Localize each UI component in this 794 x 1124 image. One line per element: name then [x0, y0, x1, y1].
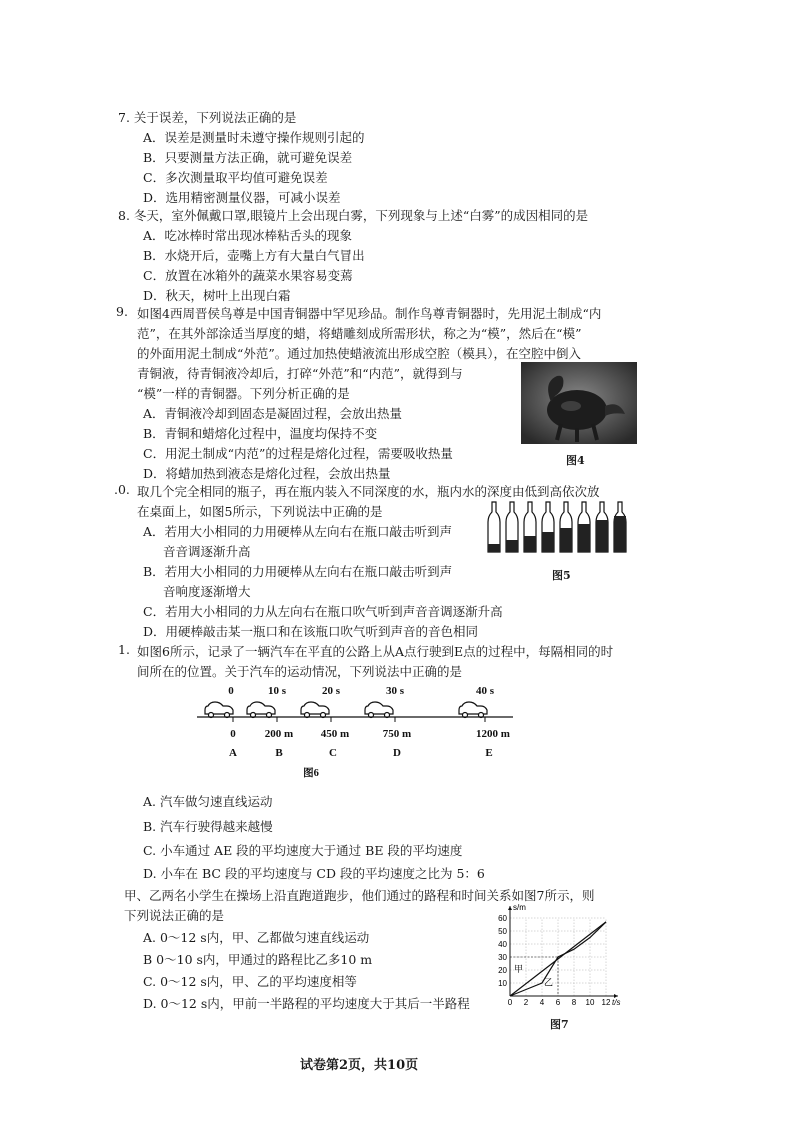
q7-option-b: B．只要测量方法正确，就可避免误差 — [143, 150, 353, 165]
distance-label: 0 — [230, 728, 236, 740]
point-label: A — [229, 747, 237, 759]
page-footer: 试卷第2页，共10页 — [300, 1058, 419, 1073]
y-tick-label: 20 — [498, 966, 507, 975]
figure-6-caption: 图6 — [303, 768, 319, 779]
q10-stem-line-1: 取几个完全相同的瓶子，再在瓶内装入不同深度的水，瓶内水的深度由低到高依次放 — [137, 484, 600, 499]
figure-4-caption: 图4 — [566, 454, 585, 467]
q12-option-a: A. 0～12 s内，甲、乙都做匀速直线运动 — [143, 930, 370, 945]
x-axis-label: t/s — [612, 998, 621, 1007]
y-axis-arrow — [508, 906, 512, 910]
y-tick-label: 10 — [498, 979, 507, 988]
x-tick-label: 8 — [571, 998, 577, 1007]
point-label: E — [485, 747, 493, 759]
q10-option-c: C．若用大小相同的力从左向右在瓶口吹气听到声音音调逐渐升高 — [143, 604, 503, 619]
series-label: 乙 — [544, 977, 554, 988]
x-tick-label: 4 — [539, 998, 545, 1007]
point-label: C — [329, 747, 337, 759]
q12-option-c: C. 0～12 s内，甲、乙的平均速度相等 — [143, 974, 357, 989]
q8-option-d: D．秋天，树叶上出现白霜 — [143, 288, 291, 303]
q9-option-c: C．用泥土制成“内范”的过程是熔化过程，需要吸收热量 — [143, 446, 453, 461]
car-road-figure — [195, 682, 515, 782]
q11-option-c: C. 小车通过 AE 段的平均速度大于通过 BE 段的平均速度 — [143, 843, 463, 858]
q8-option-a: A．吃冰棒时常出现冰棒粘舌头的现象 — [143, 228, 353, 243]
y-tick-label: 30 — [498, 953, 507, 962]
q7-stem: 7. 关于误差，下列说法正确的是 — [118, 110, 297, 125]
bottles-figure — [484, 500, 634, 556]
st-chart — [488, 904, 628, 1016]
q12-stem-line-1: 甲、乙两名小学生在操场上沿直跑道跑步，他们通过的路程和时间关系如图7所示，则 — [124, 888, 595, 903]
q9-number: 9. — [116, 304, 128, 319]
q9-stem-line-2: 范”，在其外部涂适当厚度的蜡，将蜡雕刻成所需形状，称之为“模”，然后在“模” — [137, 326, 582, 341]
q11-option-b: B. 汽车行驶得越来越慢 — [143, 819, 273, 834]
q10-stem-line-2: 在桌面上，如图5所示，下列说法中正确的是 — [137, 504, 383, 519]
q12-option-d: D. 0～12 s内，甲前一半路程的平均速度大于其后一半路程 — [143, 996, 470, 1011]
q9-option-d: D．将蜡加热到液态是熔化过程，会放出热量 — [143, 466, 391, 481]
q10-option-a-line-1: A．若用大小相同的力用硬棒从左向右在瓶口敲击听到声 — [143, 524, 453, 539]
q10-option-a-line-2: 音音调逐渐升高 — [163, 544, 251, 559]
car-icons — [205, 702, 487, 718]
q11-number: 1. — [118, 642, 130, 657]
y-tick-label: 60 — [498, 914, 507, 923]
distance-label: 1200 m — [476, 728, 510, 740]
q11-option-a: A. 汽车做匀速直线运动 — [143, 794, 273, 809]
y-tick-label: 40 — [498, 940, 507, 949]
x-tick-label: 12 — [601, 998, 611, 1007]
q12-stem-line-2: 下列说法正确的是 — [124, 908, 225, 923]
time-label: 10 s — [267, 685, 287, 697]
q9-stem-line-3: 的外面用泥土制成“外范”。通过加热使蜡液流出形成空腔（模具），在空腔中倒入 — [137, 346, 582, 361]
q9-stem-line-1: 如图4西周晋侯鸟尊是中国青铜器中罕见珍品。制作鸟尊青铜器时，先用泥土制成“内 — [137, 306, 602, 321]
point-label: D — [393, 747, 401, 759]
q10-option-d: D．用硬棒敲击某一瓶口和在该瓶口吹气听到声音的音色相同 — [143, 624, 479, 639]
time-label: 20 s — [321, 685, 341, 697]
q9-stem-line-4: 青铜液，待青铜液冷却后，打碎“外范”和“内范”，就得到与 — [137, 366, 463, 381]
q10-option-b-line-2: 音响度逐渐增大 — [163, 584, 251, 599]
time-label: 30 s — [385, 685, 405, 697]
distance-label: 750 m — [382, 728, 412, 740]
x-tick-label: 6 — [555, 998, 561, 1007]
series-label: 甲 — [514, 964, 524, 974]
y-axis-label: s/m — [513, 904, 526, 912]
point-label: B — [275, 747, 283, 759]
q8-option-b: B．水烧开后，壶嘴上方有大量白气冒出 — [143, 248, 365, 263]
q10-number: .0. — [114, 482, 130, 497]
q10-option-b-line-1: B．若用大小相同的力用硬棒从左向右在瓶口敲击听到声 — [143, 564, 453, 579]
x-tick-label: 0 — [507, 998, 513, 1007]
q7-option-c: C．多次测量取平均值可避免误差 — [143, 170, 328, 185]
figure-7-caption: 图7 — [550, 1018, 569, 1031]
x-tick-label: 2 — [523, 998, 529, 1007]
q8-stem: 8. 冬天，室外佩戴口罩,眼镜片上会出现白雾，下列现象与上述“白雾”的成因相同的是 — [118, 208, 589, 223]
q7-option-d: D．选用精密测量仪器，可减小误差 — [143, 190, 341, 205]
figure-5-caption: 图5 — [552, 569, 571, 582]
time-label: 40 s — [475, 685, 495, 697]
q11-stem-line-2: 间所在的位置。关于汽车的运动情况，下列说法中正确的是 — [137, 664, 463, 679]
q9-stem-line-5: “模”一样的青铜器。下列分析正确的是 — [137, 386, 350, 401]
distance-label: 200 m — [264, 728, 294, 740]
x-tick-label: 10 — [585, 998, 595, 1007]
y-tick-label: 50 — [498, 927, 507, 936]
q9-option-a: A．青铜液冷却到固态是凝固过程，会放出热量 — [143, 406, 403, 421]
time-label: 0 — [228, 685, 234, 697]
q11-stem-line-1: 如图6所示，记录了一辆汽车在平直的公路上从A点行驶到E点的过程中，每隔相同的时 — [137, 644, 614, 659]
q8-option-c: C．放置在冰箱外的蔬菜水果容易变蔫 — [143, 268, 353, 283]
q12-option-b: B 0～10 s内，甲通过的路程比乙多10 m — [143, 952, 373, 967]
q11-option-d: D. 小车在 BC 段的平均速度与 CD 段的平均速度之比为 5：6 — [143, 866, 485, 881]
q7-option-a: A．误差是测量时未遵守操作规则引起的 — [143, 130, 365, 145]
distance-label: 450 m — [320, 728, 350, 740]
bronze-bird-photo — [521, 362, 637, 444]
q9-option-b: B．青铜和蜡熔化过程中，温度均保持不变 — [143, 426, 378, 441]
